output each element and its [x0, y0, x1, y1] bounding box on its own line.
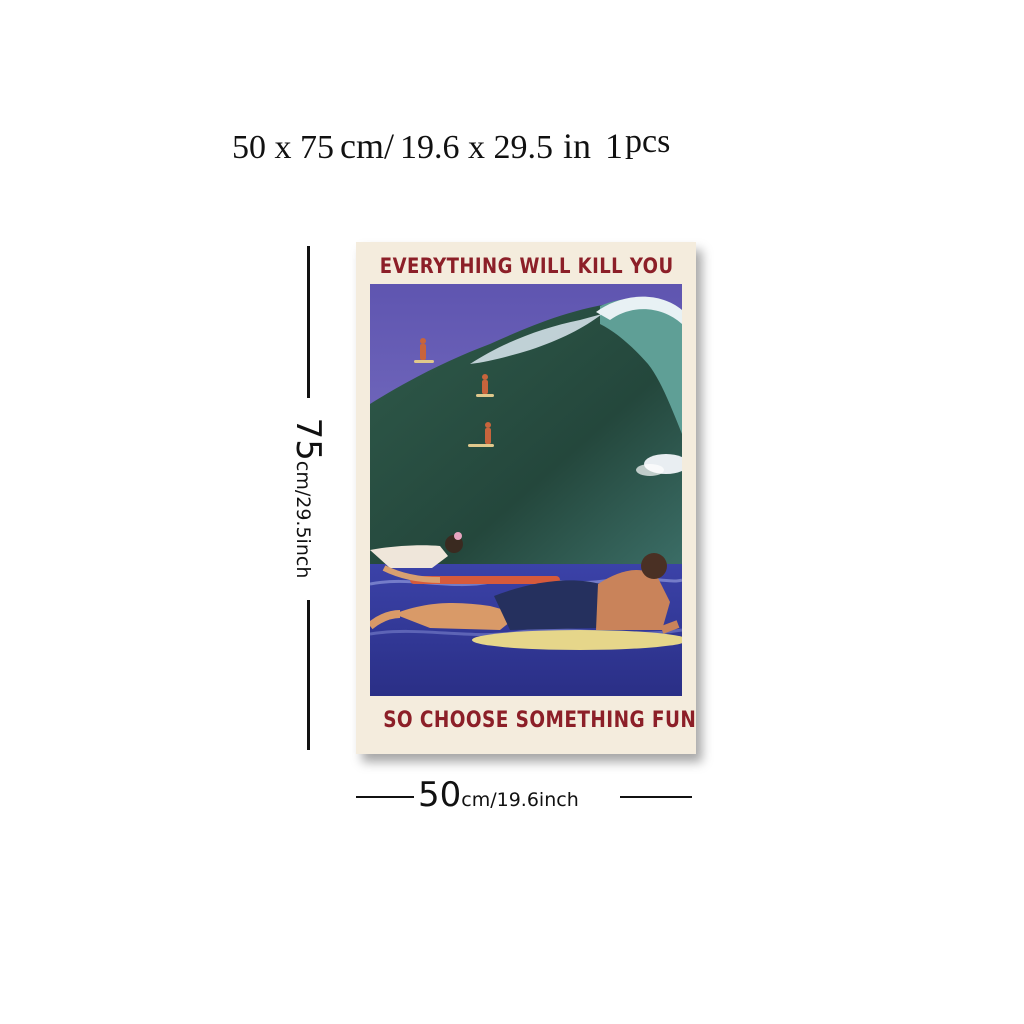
- poster-bottom-text: SO CHOOSE SOMETHING FUN: [383, 708, 696, 733]
- poster: [356, 242, 696, 754]
- cm-unit: cm/: [340, 126, 394, 166]
- quantity-number: 1: [605, 126, 623, 166]
- inch-dimensions: 19.6 x 29.5: [399, 129, 553, 166]
- surfers-on-giant-wave-illustration: [370, 284, 682, 696]
- height-dimension-label: [288, 417, 328, 579]
- height-line-bottom: [307, 600, 310, 750]
- height-unit: cm/29.5inch: [292, 460, 314, 579]
- height-value: 75: [288, 417, 328, 461]
- quantity-unit: pcs: [625, 123, 671, 160]
- height-line-top: [307, 246, 310, 398]
- width-dimension-label: [418, 775, 579, 815]
- width-unit: cm/19.6inch: [461, 789, 579, 811]
- width-line-left: [356, 796, 414, 798]
- poster-top-text: EVERYTHING WILL KILL YOU: [379, 254, 674, 278]
- inch-unit: in: [562, 126, 591, 166]
- cm-dimensions: 50 x 75: [232, 129, 334, 166]
- width-value: 50: [418, 775, 462, 815]
- size-quantity-header: [232, 123, 671, 166]
- width-line-right: [620, 796, 692, 798]
